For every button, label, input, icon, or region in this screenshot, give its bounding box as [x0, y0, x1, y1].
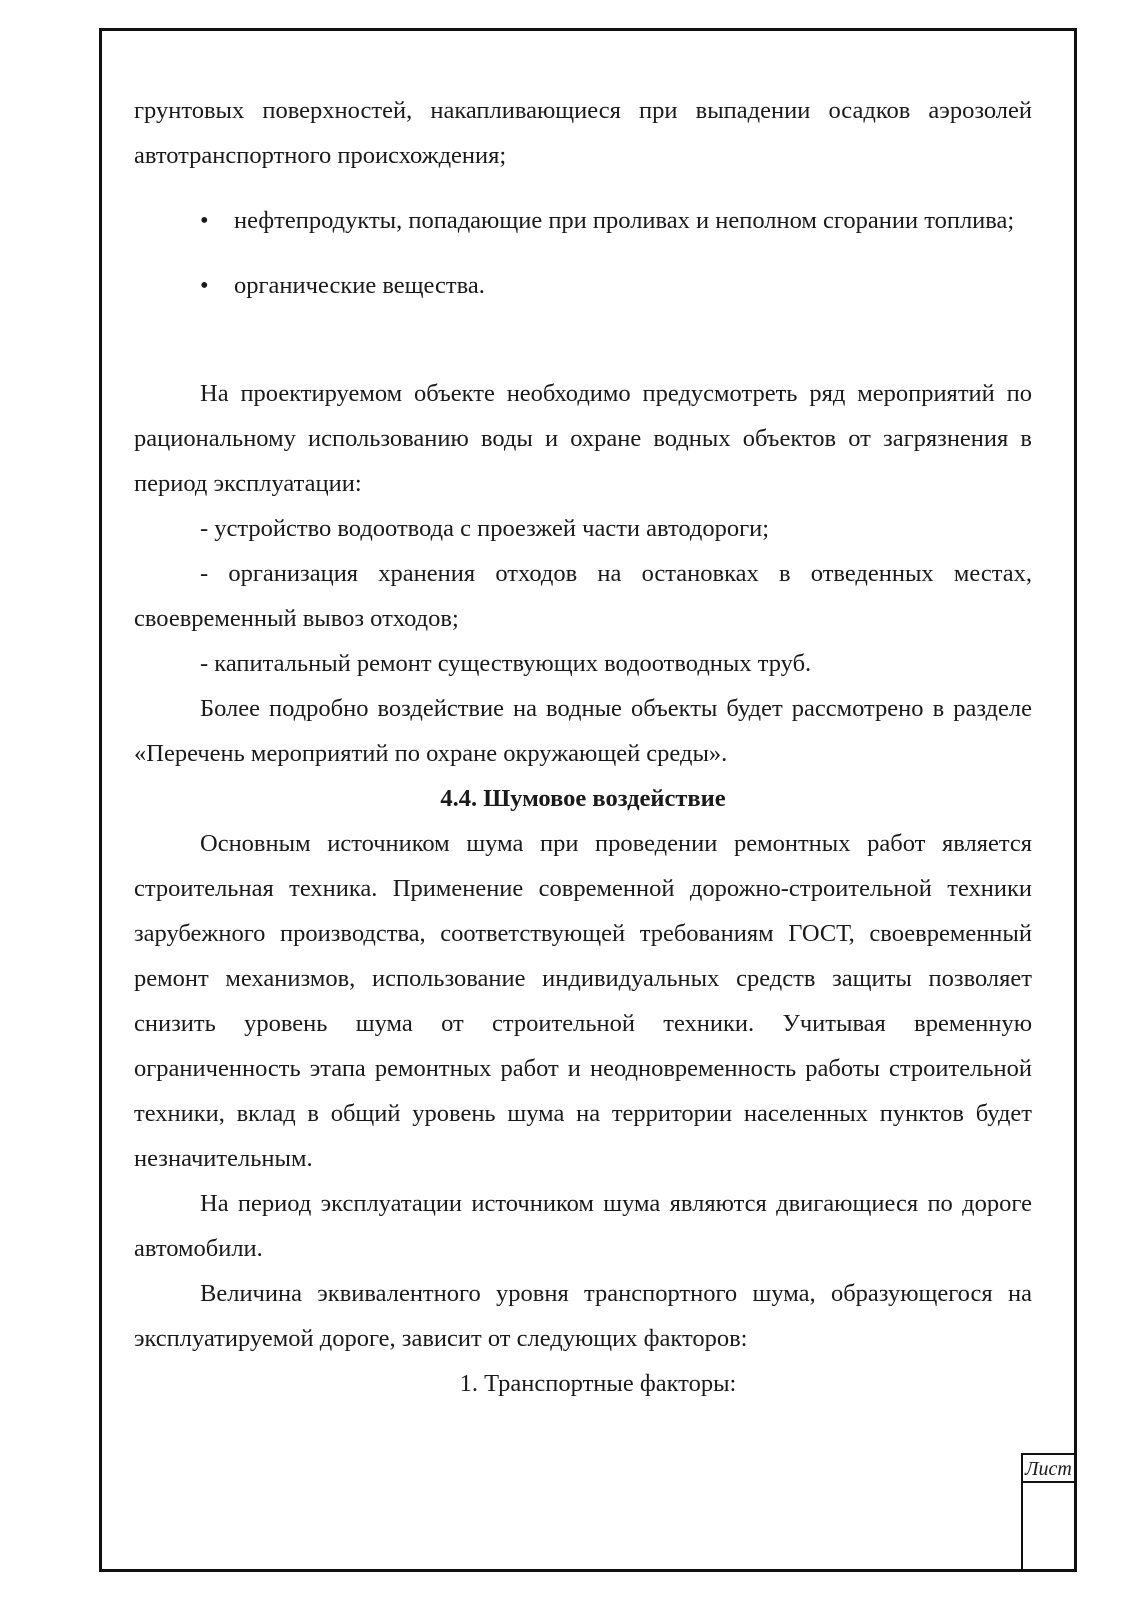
list-item: 1. Транспортные факторы:: [459, 1370, 737, 1397]
sheet-label: Лист: [1023, 1455, 1077, 1483]
section-heading: 4.4. Шумовое воздействие: [440, 785, 726, 812]
bullet-item: [134, 198, 1032, 243]
paragraph: - организация хранения отходов на остановках в отведенных местах, своевременный вывоз отходов;: [134, 560, 1032, 632]
document-body: [134, 88, 1032, 1406]
paragraph: грунтовых поверхностей, накапливающиеся при выпадении осадков аэрозолей автотранспортного происхождения;: [134, 97, 1032, 169]
bullet-text: органические вещества.: [234, 272, 485, 299]
paragraph: Более подробно воздействие на водные объекты будет рассмотрено в разделе «Перечень мероприятий по охране окружающей среды».: [134, 695, 1032, 767]
bullet-icon: •: [200, 207, 209, 234]
sheet-stamp: [1021, 1453, 1077, 1572]
bullet-text: нефтепродукты, попадающие при проливах и неполном сгорании топлива;: [234, 207, 1015, 234]
paragraph: На проектируемом объекте необходимо предусмотреть ряд мероприятий по рациональному использованию воды и охране водных объектов от загрязнения в период эксплуатации:: [134, 380, 1032, 497]
paragraph: - капитальный ремонт существующих водоотводных труб.: [200, 650, 812, 677]
paragraph: - устройство водоотвода с проезжей части автодороги;: [200, 515, 770, 542]
bullet-item: [134, 263, 1032, 308]
bullet-icon: •: [200, 272, 209, 299]
paragraph: На период эксплуатации источником шума являются двигающиеся по дороге автомобили.: [134, 1190, 1032, 1262]
paragraph: Основным источником шума при проведении ремонтных работ является строительная техника. Применение современной дорожно-строительной техники зарубежного производства, соответствующей требованиям ГОСТ, своевременный ремонт механизмов, использование индивидуальных средств защиты позволяет снизить уровень шума от строительной техники. Учитывая временную ограниченность этапа ремонтных работ и неодновременность работы строительной техники, вклад в общий уровень шума на территории населенных пунктов будет незначительным.: [134, 830, 1032, 1172]
paragraph: Величина эквивалентного уровня транспортного шума, образующегося на эксплуатируемой дороге, зависит от следующих факторов:: [134, 1280, 1032, 1352]
